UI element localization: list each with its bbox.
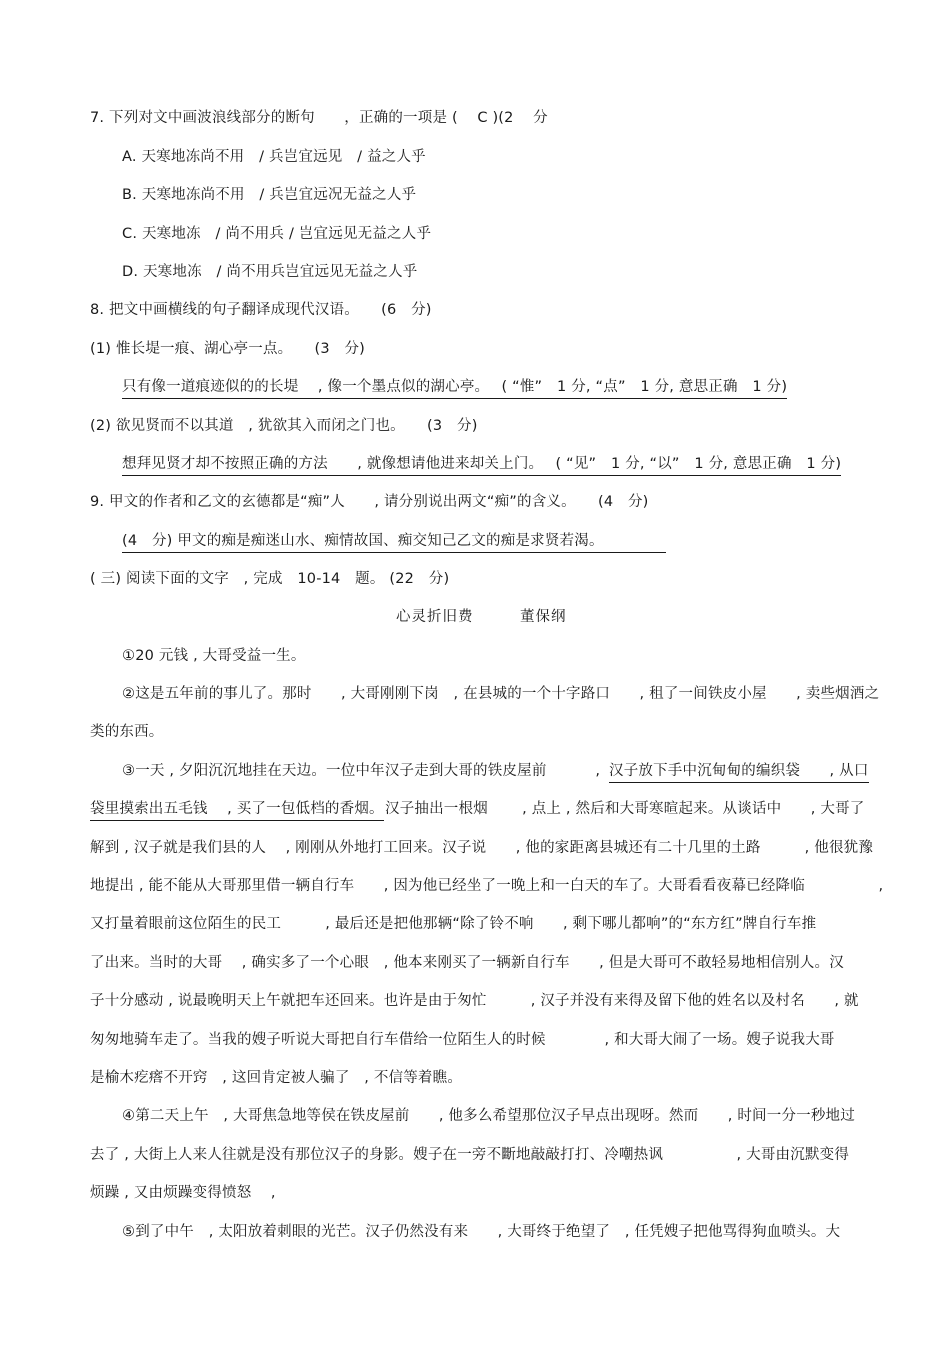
para-2-line-2: 类的东西。 <box>90 724 164 740</box>
para-3-line-3: 解到 , 汉子就是我们县的人 , 刚刚从外地打工回来。汉子说 , 他的家距离县城还有二十几里的土路 , 他很犹豫 <box>90 840 874 856</box>
q7-option-c: C. 天寒地冻 / 尚不用兵 / 岂宜远见无益之人乎 <box>122 226 432 242</box>
q7-option-b: B. 天寒地冻尚不用 / 兵岂宜远况无益之人乎 <box>122 187 417 203</box>
para-3-line-5: 又打量着眼前这位陌生的民工 , 最后还是把他那辆“除了铃不响 , 剩下哪儿都响”的“东方红”牌自行车推 <box>90 916 817 932</box>
para-4-line-1: ④第二天上午 , 大哥焦急地等侯在铁皮屋前 , 他多么希望那位汉子早点出现呀。然而 , 时间一分一秒地过 <box>122 1108 855 1124</box>
para-3-line-8: 匆匆地骑车走了。当我的嫂子听说大哥把自行车借给一位陌生人的时候 , 和大哥大闹了一场。嫂子说我大哥 <box>90 1032 835 1048</box>
para-4-line-3: 烦躁 , 又由烦躁变得愤怒 , <box>90 1185 276 1201</box>
q7-option-d: D. 天寒地冻 / 尚不用兵岂宜远见无益之人乎 <box>122 264 418 280</box>
para-3-line-2b: 汉子抽出一根烟 , 点上 , 然后和大哥寒暄起来。从谈话中 , 大哥了 <box>385 801 865 817</box>
para-3-line-9: 是榆木疙瘩不开窍 , 这回肯定被人骗了 , 不信等着瞧。 <box>90 1070 463 1086</box>
q7-text: 7. 下列对文中画波浪线部分的断句 ，正确的一项是 ( C )(2 分 <box>90 110 548 126</box>
para-4-line-2: 去了 , 大街上人来人往就是没有那位汉子的身影。嫂子在一旁不斷地敲敲打打、冷嘲热讽 , 大哥由沉默变得 <box>90 1147 850 1163</box>
section3-heading: ( 三) 阅读下面的文字 , 完成 10-14 题。 (22 分) <box>90 571 450 587</box>
para-3-line-6: 了出来。当时的大哥 , 确实多了一个心眼 , 他本来刚买了一辆新自行车 , 但是大哥可不敢轻易地相信别人。汉 <box>90 955 844 971</box>
para-3-line-7: 子十分感动 , 说最晚明天上午就把车还回来。也许是由于匆忙 , 汉子并没有来得及留下他的姓名以及村名 , 就 <box>90 993 859 1009</box>
para-3-line-2a: 袋里摸索出五毛钱 , 买了一包低档的香烟。 <box>90 799 384 821</box>
para-5-line-1: ⑤到了中午 , 太阳放着刺眼的光芒。汉子仍然没有来 , 大哥终于绝望了 , 任凭嫂子把他骂得狗血喷头。大 <box>122 1224 841 1240</box>
para-3-line-4: 地提出 , 能不能从大哥那里借一辆自行车 , 因为他已经坐了一晚上和一白天的车了。大哥看看夜幕已经降临 , <box>90 878 884 894</box>
q9-answer: (4 分) 甲文的痴是痴迷山水、痴情故国、痴交知己乙文的痴是求贤若渴。 <box>122 531 666 553</box>
q8-answer1: 只有像一道痕迹似的的长堤 , 像一个墨点似的湖心亭。 ( “惟” 1 分, “点” 1 分, 意思正确 1 分) <box>122 377 787 399</box>
q8-answer2: 想拜见贤才却不按照正确的方法 , 就像想请他进来却关上门。 ( “见” 1 分, “以” 1 分, 意思正确 1 分) <box>122 454 841 476</box>
para-1: ①20 元钱 , 大哥受益一生。 <box>122 648 306 664</box>
q9-text: 9. 甲文的作者和乙文的玄德都是“痴”人 , 请分别说出两文“痴”的含义。 (4 分) <box>90 494 649 510</box>
q8-sub2: (2) 欲见贤而不以其道 , 犹欲其入而闭之门也。 (3 分) <box>90 418 478 434</box>
passage-title: 心灵折旧费 董保纲 <box>396 609 567 625</box>
q8-sub1: (1) 惟长堤一痕、湖心亭一点。 (3 分) <box>90 341 366 357</box>
para-2-line-1: ②这是五年前的事儿了。那时 , 大哥刚刚下岗 , 在县城的一个十字路口 , 租了一间铁皮小屋 , 卖些烟酒之 <box>122 686 880 702</box>
q7-option-a: A. 天寒地冻尚不用 / 兵岂宜远见 / 益之人乎 <box>122 149 426 165</box>
para-3-line-1b: 汉子放下手中沉甸甸的编织袋 , 从口 <box>609 761 869 783</box>
para-3-line-1a: ③一天 , 夕阳沉沉地挂在天边。一位中年汉子走到大哥的铁皮屋前 , <box>122 763 601 779</box>
q8-text: 8. 把文中画横线的句子翻译成现代汉语。 (6 分) <box>90 302 432 318</box>
